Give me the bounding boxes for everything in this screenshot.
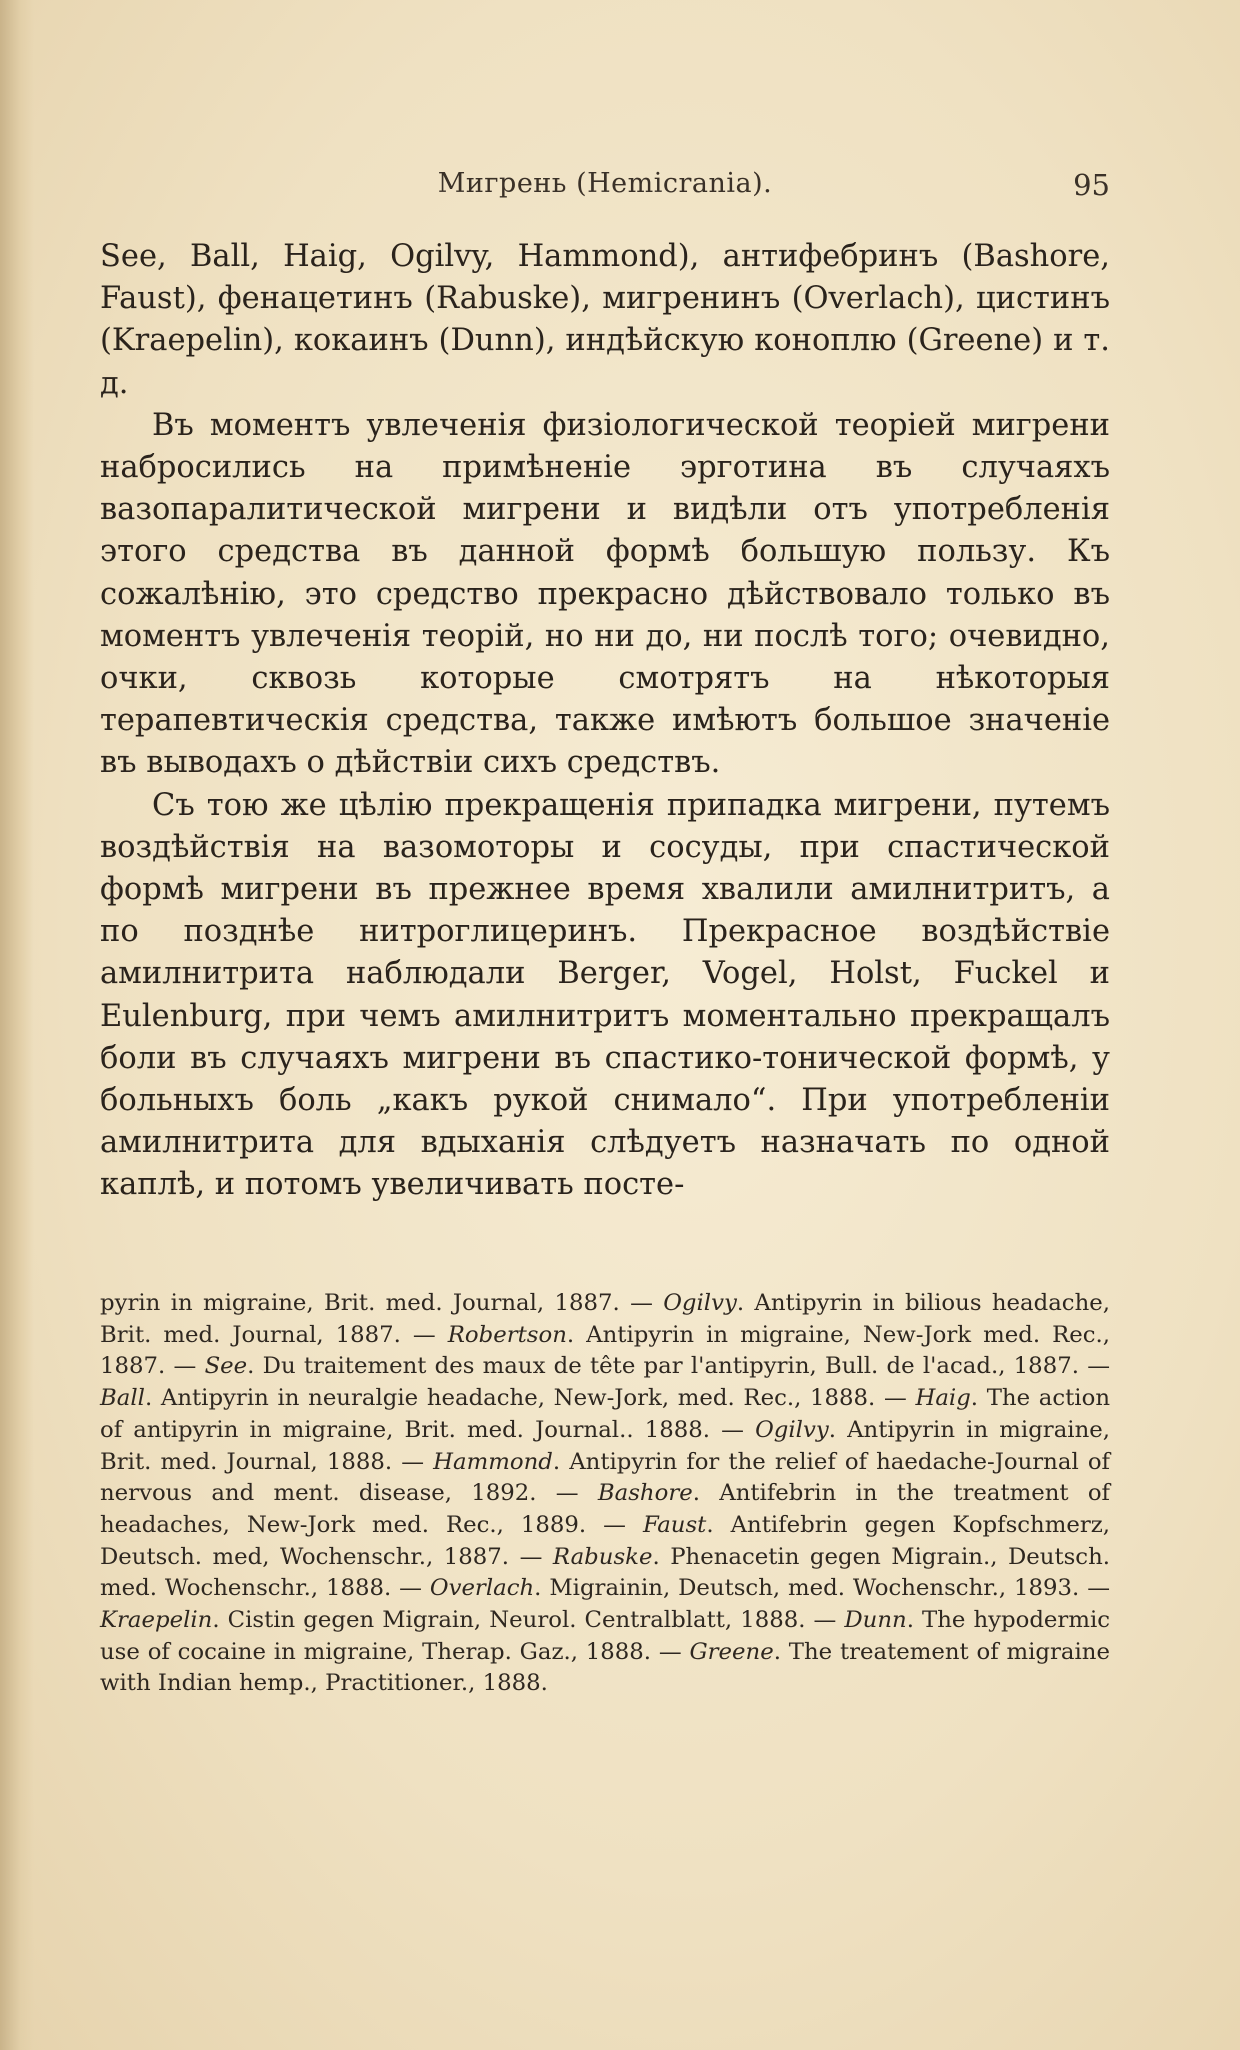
footnote-author: Overlach	[429, 1575, 535, 1602]
footnote-text: . Antipyrin for the relief of haedache-Journal of nervous and ment. disease, 1892. —	[100, 1448, 1110, 1507]
footnote-references	[100, 1288, 1110, 1700]
footnote-text: . Cistin gegen Migrain, Neurol. Centralblatt, 1888. —	[212, 1607, 845, 1634]
footnote-text: . Antipyrin in bilious headache, Brit. med. Journal, 1887. —	[100, 1290, 1110, 1348]
footnote-author: Greene	[689, 1638, 774, 1665]
footnote-text: . The hypodermic use of cocaine in migraine, Therap. Gaz., 1888. —	[100, 1607, 1111, 1665]
paragraph-amylnitrite: Съ тою же цѣлію прекращенія припадка мигрени, путемъ воздѣйствія на вазомоторы и сосуды, при спастической формѣ мигрени въ прежнее время хвалили амилнитритъ, а по позднѣе нитроглицеринъ. Прекрасное воздѣйствіе амилнитрита наблюдали Berger, Vogel, Holst, Fuckel и Eulenburg, при чемъ амилнитритъ моментально прекращалъ боли въ случаяхъ мигрени въ спастико-тонической формѣ, у больныхъ боль „какъ рукой снимало“. При употребленіи амилнитрита для вдыханія слѣдуетъ назначать по одной каплѣ, и потомъ увеличивать посте-	[100, 787, 1110, 1203]
footnote-text: . Antifebrin gegen Kopfschmerz, Deutsch. med, Wochenschr., 1887. —	[100, 1511, 1110, 1570]
page-header	[100, 168, 1110, 208]
footnote-text: . The treatement of migraine with Indian hemp., Practitioner., 1888.	[100, 1638, 1110, 1697]
paragraph-ergotine: Въ моментъ увлеченія физіологической теоріей мигрени набросились на примѣненіе эрготина въ случаяхъ вазопаралитической мигрени и видѣли отъ употребленія этого средства въ данной формѣ большую пользу. Къ сожалѣнію, это средство прекрасно дѣйствовало только въ моментъ увлеченія теорій, но ни до, ни послѣ того; очевидно, очки, сквозь которые смотрятъ на нѣкоторыя терапевтическія средства, также имѣютъ большое значеніе въ выводахъ о дѣйствіи сихъ средствъ.	[100, 407, 1110, 781]
footnote-text: . Antipyrin in neuralgie headache, New-Jork, med. Rec., 1888. —	[144, 1385, 916, 1412]
footnote-author: Ogilvy	[755, 1416, 829, 1443]
footnote-text: . Antipyrin in migraine, Brit. med. Journal, 1888. —	[100, 1416, 1110, 1475]
running-title: Мигрень (Hemicrania).	[437, 168, 773, 199]
footnote-author: Bashore	[597, 1480, 693, 1507]
footnote-author: Ball	[100, 1385, 145, 1412]
page-number: 95	[1073, 168, 1110, 202]
footnote-author: Haig	[915, 1385, 971, 1412]
footnote-text: . The action of antipyrin in migraine, Brit. med. Journal.. 1888. —	[100, 1385, 1110, 1443]
footnote-text: . Migrainin, Deutsch, med. Wochenschr., 1893. —	[534, 1575, 1110, 1602]
footnote-text: . Antipyrin in migraine, New-Jork med. Rec., 1887. —	[100, 1321, 1111, 1380]
paragraph-continued: See, Ball, Haig, Ogilvy, Hammond), антифебринъ (Bashore, Faust), фенацетинъ (Rabuske), мигренинъ (Overlach), цистинъ (Kraepelin), кокаинъ (Dunn), индѣйскую коноплю (Greene) и т. д.	[100, 239, 1110, 401]
footnote-author: Faust	[642, 1511, 707, 1538]
footnote-text: . Antifebrin in the treatment of headaches, New-Jork med. Rec., 1889. —	[100, 1480, 1110, 1538]
main-text	[100, 236, 1110, 1207]
footnote-author: See	[204, 1353, 248, 1380]
footnote-author: Kraepelin	[100, 1607, 213, 1634]
footnote-author: Dunn	[844, 1607, 907, 1634]
footnote-text: pyrin in migraine, Brit. med. Journal, 1887. —	[100, 1290, 664, 1316]
footnote-author: Rabuske	[552, 1543, 653, 1570]
binding-shadow	[0, 0, 34, 2050]
footnote-text: . Phenacetin gegen Migrain., Deutsch. med. Wochenschr., 1888. —	[100, 1543, 1111, 1602]
footnote-author: Hammond	[433, 1448, 553, 1475]
footnote-author: Robertson	[447, 1321, 567, 1348]
footnote-author: Ogilvy	[663, 1290, 737, 1316]
footnote-text: . Du traitement des maux de tête par l'antipyrin, Bull. de l'acad., 1887. —	[247, 1353, 1110, 1380]
